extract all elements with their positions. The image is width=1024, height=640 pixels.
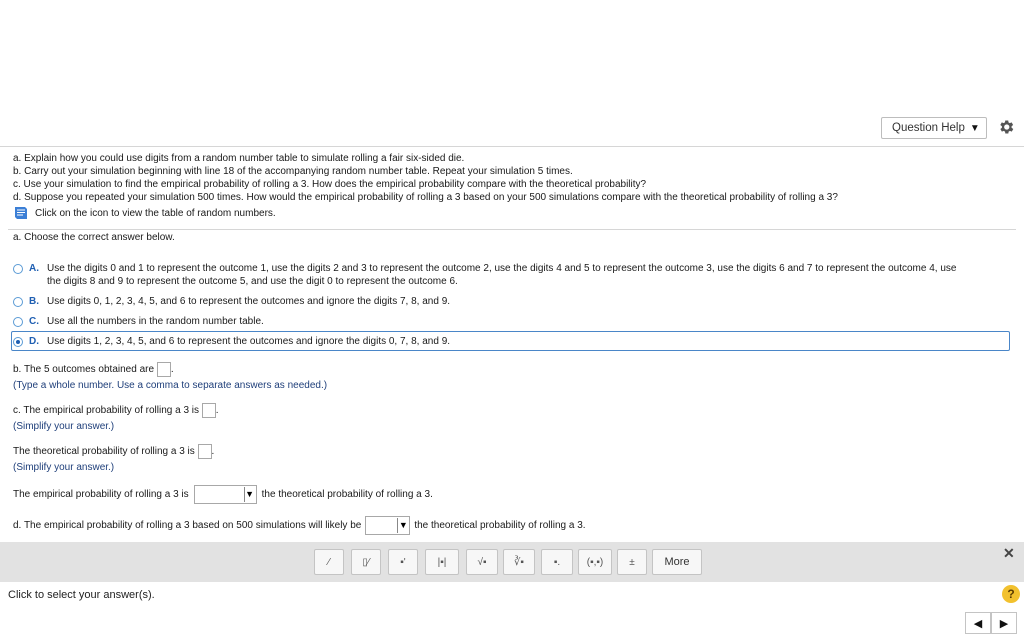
help-icon[interactable]: ? — [1002, 585, 1020, 603]
question-line-b: b. Carry out your simulation beginning with line 18 of the accompanying random number table. Repeat your simulation 5 times. — [13, 166, 573, 177]
question-text — [13, 152, 838, 204]
compare-row — [13, 485, 433, 504]
part-d-row — [13, 516, 586, 535]
option-letter: A. — [29, 263, 39, 274]
part-b-prompt: b. The 5 outcomes obtained are — [13, 364, 155, 376]
square-root-icon[interactable]: √▪ — [466, 549, 498, 575]
radio-c[interactable] — [13, 317, 23, 327]
empirical-probability-input[interactable] — [202, 403, 216, 418]
dropdown-arrow-icon: ▼ — [969, 122, 980, 134]
dropdown-arrow-icon: ▼ — [244, 487, 255, 502]
radio-b[interactable] — [13, 297, 23, 307]
part-c-hint: (Simplify your answer.) — [13, 421, 115, 432]
part-b-hint: (Type a whole number. Use a comma to separate answers as needed.) — [13, 380, 328, 391]
random-table-text: Click on the icon to view the table of random numbers. — [35, 207, 276, 219]
part-c-prompt: c. The empirical probability of rolling a 3 is — [13, 405, 200, 417]
absolute-value-icon[interactable]: |▪| — [425, 549, 459, 575]
compare-dropdown[interactable] — [194, 485, 257, 504]
compare-prefix: The empirical probability of rolling a 3 is — [13, 489, 189, 500]
mixed-number-icon[interactable]: ▯⁄ — [351, 549, 381, 575]
part-d-prefix: d. The empirical probability of rolling a 3 based on 500 simulations will likely be — [13, 520, 362, 531]
question-line-a: a. Explain how you could use digits from a random number table to simulate rolling a fair six-sided die. — [13, 153, 465, 164]
question-help-button[interactable] — [881, 117, 987, 139]
radio-d-selected[interactable] — [13, 337, 23, 347]
option-d-text: Use digits 1, 2, 3, 4, 5, and 6 to represent the outcomes and ignore the digits 0, 7, 8, and 9. — [47, 336, 451, 347]
option-c-text: Use all the numbers in the random number table. — [47, 316, 264, 327]
outcomes-input[interactable] — [157, 362, 171, 377]
part-d-dropdown[interactable] — [365, 516, 410, 535]
option-letter: B. — [29, 296, 39, 307]
option-a[interactable] — [13, 263, 956, 288]
gear-icon[interactable] — [997, 118, 1015, 136]
decimal-icon[interactable]: ▪. — [541, 549, 573, 575]
part-c-row — [13, 403, 219, 418]
option-a-text-line1: Use the digits 0 and 1 to represent the outcome 1, use the digits 2 and 3 to represent the outcome 2, use the digits 4 and 5 to represent the outcome 3, use the digits 6 and 7 to represent the outcome 4, use — [47, 263, 957, 274]
option-letter: D. — [29, 336, 39, 347]
option-b-text: Use digits 0, 1, 2, 3, 4, 5, and 6 to represent the outcomes and ignore the digits 7, 8, and 9. — [47, 296, 451, 307]
question-line-d: d. Suppose you repeated your simulation 500 times. How would the empirical probability of rolling a 3 based on your 500 simulations compare with the theoretical probability of rolling a 3? — [13, 192, 838, 203]
question-line-c: c. Use your simulation to find the empirical probability of rolling a 3. How does the empirical probability compare with the theoretical probability? — [13, 179, 647, 190]
status-text: Click to select your answer(s). — [8, 589, 155, 601]
book-icon[interactable] — [13, 206, 29, 220]
theoretical-row — [13, 444, 214, 459]
option-a-text-line2: the digits 8 and 9 to represent the outcome 5, and use the digit 0 to represent the outcome 6. — [47, 275, 458, 287]
random-table-link[interactable] — [13, 206, 276, 220]
compare-suffix: the theoretical probability of rolling a 3. — [261, 489, 433, 500]
more-button[interactable]: More — [652, 549, 702, 575]
option-letter: C. — [29, 316, 39, 327]
theoretical-probability-input[interactable] — [198, 444, 212, 459]
dropdown-arrow-icon: ▼ — [397, 518, 408, 533]
period: . — [215, 405, 219, 417]
fraction-icon[interactable]: ⁄ — [314, 549, 344, 575]
nth-root-icon[interactable]: ∛▪ — [503, 549, 535, 575]
radio-a[interactable] — [13, 264, 23, 274]
option-d[interactable] — [13, 336, 450, 347]
theoretical-hint: (Simplify your answer.) — [13, 462, 115, 473]
period: . — [211, 446, 215, 458]
question-help-label: Question Help — [892, 122, 965, 134]
part-d-suffix: the theoretical probability of rolling a 3. — [414, 520, 586, 531]
plus-minus-icon[interactable]: ± — [617, 549, 647, 575]
option-b[interactable] — [13, 296, 450, 307]
part-b-row — [13, 362, 174, 377]
close-icon[interactable]: ✕ — [1003, 545, 1015, 561]
option-c[interactable] — [13, 316, 264, 327]
header-divider — [0, 146, 1024, 147]
previous-button[interactable]: ◀ — [965, 612, 991, 634]
theoretical-prompt: The theoretical probability of rolling a 3 is — [13, 446, 195, 458]
period: . — [170, 364, 174, 376]
ordered-pair-icon[interactable]: (▪,▪) — [578, 549, 612, 575]
part-a-prompt: a. Choose the correct answer below. — [13, 232, 175, 243]
section-divider — [8, 229, 1016, 230]
exponent-icon[interactable]: ▪' — [388, 549, 418, 575]
next-button[interactable]: ▶ — [991, 612, 1017, 634]
